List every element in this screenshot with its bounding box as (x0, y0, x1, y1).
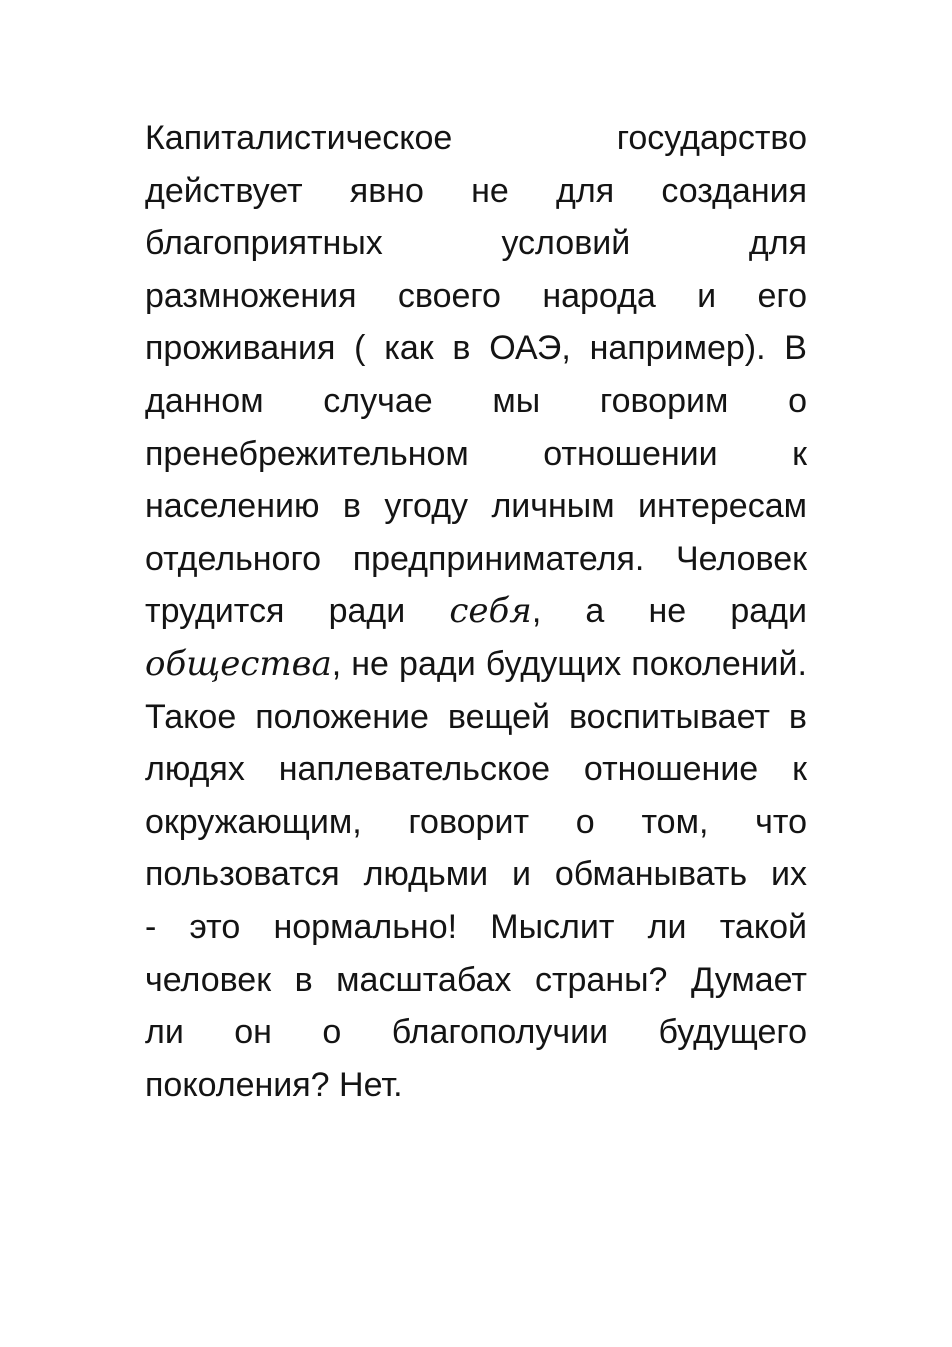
italic-emphasis: общества (145, 643, 332, 684)
text-line (145, 217, 807, 270)
text-segment: , а не ради (531, 592, 808, 631)
text-segment: пользоватся людьми и обманывать их (145, 855, 807, 894)
text-segment: Такое положение вещей воспитывает в (145, 697, 807, 736)
text-line (145, 1059, 807, 1112)
text-line (145, 270, 807, 323)
italic-emphasis: себя (449, 591, 532, 632)
text-line (145, 322, 807, 375)
text-segment: трудится ради (145, 592, 450, 631)
text-segment: отдельного предпринимателя. Человек (145, 539, 807, 578)
text-segment: , не ради будущих поколений. (331, 644, 807, 683)
text-line (145, 480, 807, 533)
text-column (145, 112, 807, 1111)
text-line (145, 165, 807, 218)
text-line (145, 375, 807, 428)
text-line (145, 533, 807, 586)
text-line (145, 1006, 807, 1059)
text-segment: населению в угоду личным интересам (145, 487, 807, 526)
text-segment: проживания ( как в ОАЭ, например). В (145, 329, 807, 368)
text-segment: человек в масштабах страны? Думает (145, 960, 807, 999)
text-line (145, 954, 807, 1007)
text-segment: ли он о благополучии будущего (145, 1013, 807, 1052)
text-line (145, 585, 807, 638)
text-segment: размножения своего народа и его (145, 276, 807, 315)
text-line (145, 901, 807, 954)
text-segment: пренебрежительном отношении к (145, 434, 807, 473)
text-segment: действует явно не для создания (145, 171, 807, 210)
text-line (145, 848, 807, 901)
text-line (145, 743, 807, 796)
text-segment: благоприятных условий для (145, 224, 807, 263)
text-line (145, 796, 807, 849)
text-line (145, 428, 807, 481)
text-segment: людях наплевательское отношение к (145, 750, 807, 789)
text-segment: данном случае мы говорим о (145, 381, 807, 420)
text-segment: Капиталистическое государство (145, 119, 807, 157)
text-segment: поколения? Нет. (145, 1065, 403, 1104)
text-line (145, 638, 807, 691)
text-segment: - это нормально! Мыслит ли такой (145, 907, 807, 946)
text-line (145, 112, 807, 165)
text-line (145, 691, 807, 744)
text-segment: окружающим, говорит о том, что (145, 802, 807, 841)
